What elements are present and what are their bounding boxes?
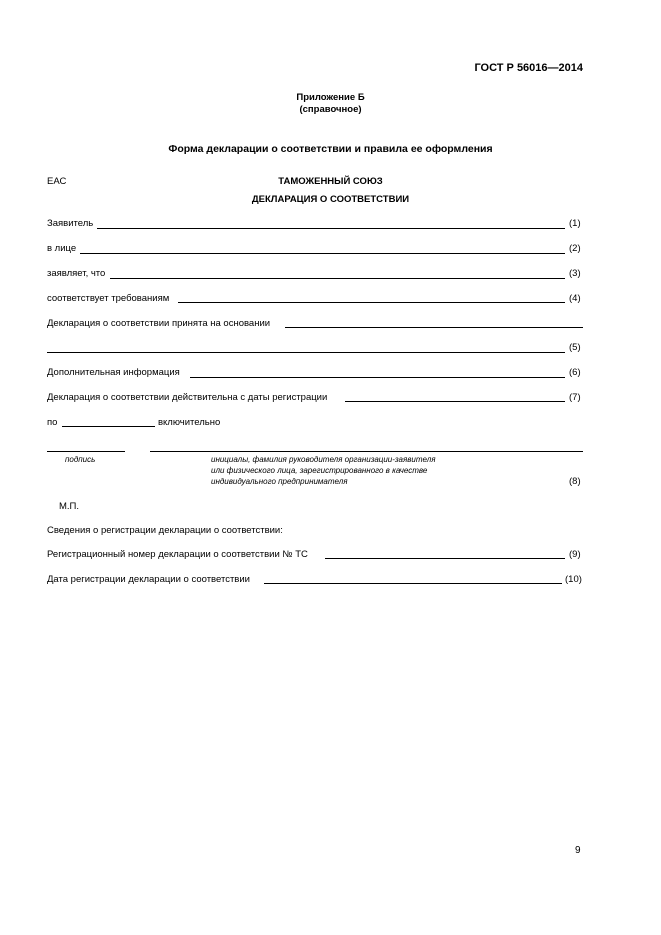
basis-line-2[interactable] bbox=[47, 352, 565, 353]
appendix-title: Приложение Б bbox=[296, 92, 365, 103]
applicant-label: Заявитель bbox=[47, 218, 94, 229]
name-line[interactable] bbox=[150, 451, 583, 452]
field-number: (2) bbox=[569, 243, 581, 254]
signature-caption: подпись bbox=[65, 455, 96, 464]
name-caption-1: инициалы, фамилия руководителя организации-заявителя bbox=[211, 455, 436, 464]
basis-line-1[interactable] bbox=[285, 327, 583, 328]
reg-number-label: Регистрационный номер декларации о соответствии № ТС bbox=[47, 549, 308, 560]
field-number: (9) bbox=[569, 549, 581, 560]
field-number: (8) bbox=[569, 476, 581, 487]
valid-to-suffix: включительно bbox=[158, 417, 221, 428]
stamp-place: М.П. bbox=[59, 501, 80, 512]
page-number: 9 bbox=[575, 845, 581, 856]
field-number: (4) bbox=[569, 293, 581, 304]
field-number: (7) bbox=[569, 392, 581, 403]
field-number: (5) bbox=[569, 342, 581, 353]
complies-line[interactable] bbox=[178, 302, 565, 303]
declares-line[interactable] bbox=[110, 278, 565, 279]
in-person-line[interactable] bbox=[80, 253, 565, 254]
declares-label: заявляет, что bbox=[47, 268, 106, 279]
valid-from-line[interactable] bbox=[345, 401, 565, 402]
complies-label: соответствует требованиям bbox=[47, 293, 170, 304]
valid-to-line[interactable] bbox=[62, 426, 155, 427]
form-title: Форма декларации о соответствии и правила ее оформления bbox=[168, 143, 493, 155]
field-number: (6) bbox=[569, 367, 581, 378]
reg-number-line[interactable] bbox=[325, 558, 565, 559]
declaration-title: ДЕКЛАРАЦИЯ О СООТВЕТСТВИИ bbox=[251, 194, 410, 205]
additional-line[interactable] bbox=[190, 377, 565, 378]
standard-code: ГОСТ Р 56016—2014 bbox=[474, 62, 583, 74]
field-number: (1) bbox=[569, 218, 581, 229]
basis-label: Декларация о соответствии принята на основании bbox=[47, 318, 271, 329]
applicant-line[interactable] bbox=[97, 228, 565, 229]
field-number: (3) bbox=[569, 268, 581, 279]
valid-to-prefix: по bbox=[47, 417, 58, 428]
eac-mark: ЕАС bbox=[47, 176, 67, 187]
appendix-subtitle: (справочное) bbox=[299, 104, 362, 115]
name-caption-3: индивидуального предпринимателя bbox=[211, 477, 348, 486]
reg-date-line[interactable] bbox=[264, 583, 562, 584]
registration-heading: Сведения о регистрации декларации о соответствии: bbox=[47, 525, 283, 536]
name-caption-2: или физического лица, зарегистрированного в качестве bbox=[211, 466, 428, 475]
additional-label: Дополнительная информация bbox=[47, 367, 180, 378]
field-number: (10) bbox=[565, 574, 582, 585]
valid-from-label: Декларация о соответствии действительна с даты регистрации bbox=[47, 392, 328, 403]
in-person-label: в лице bbox=[47, 243, 77, 254]
reg-date-label: Дата регистрации декларации о соответствии bbox=[47, 574, 250, 585]
signature-line[interactable] bbox=[47, 451, 125, 452]
union-title: ТАМОЖЕННЫЙ СОЮЗ bbox=[278, 176, 383, 187]
